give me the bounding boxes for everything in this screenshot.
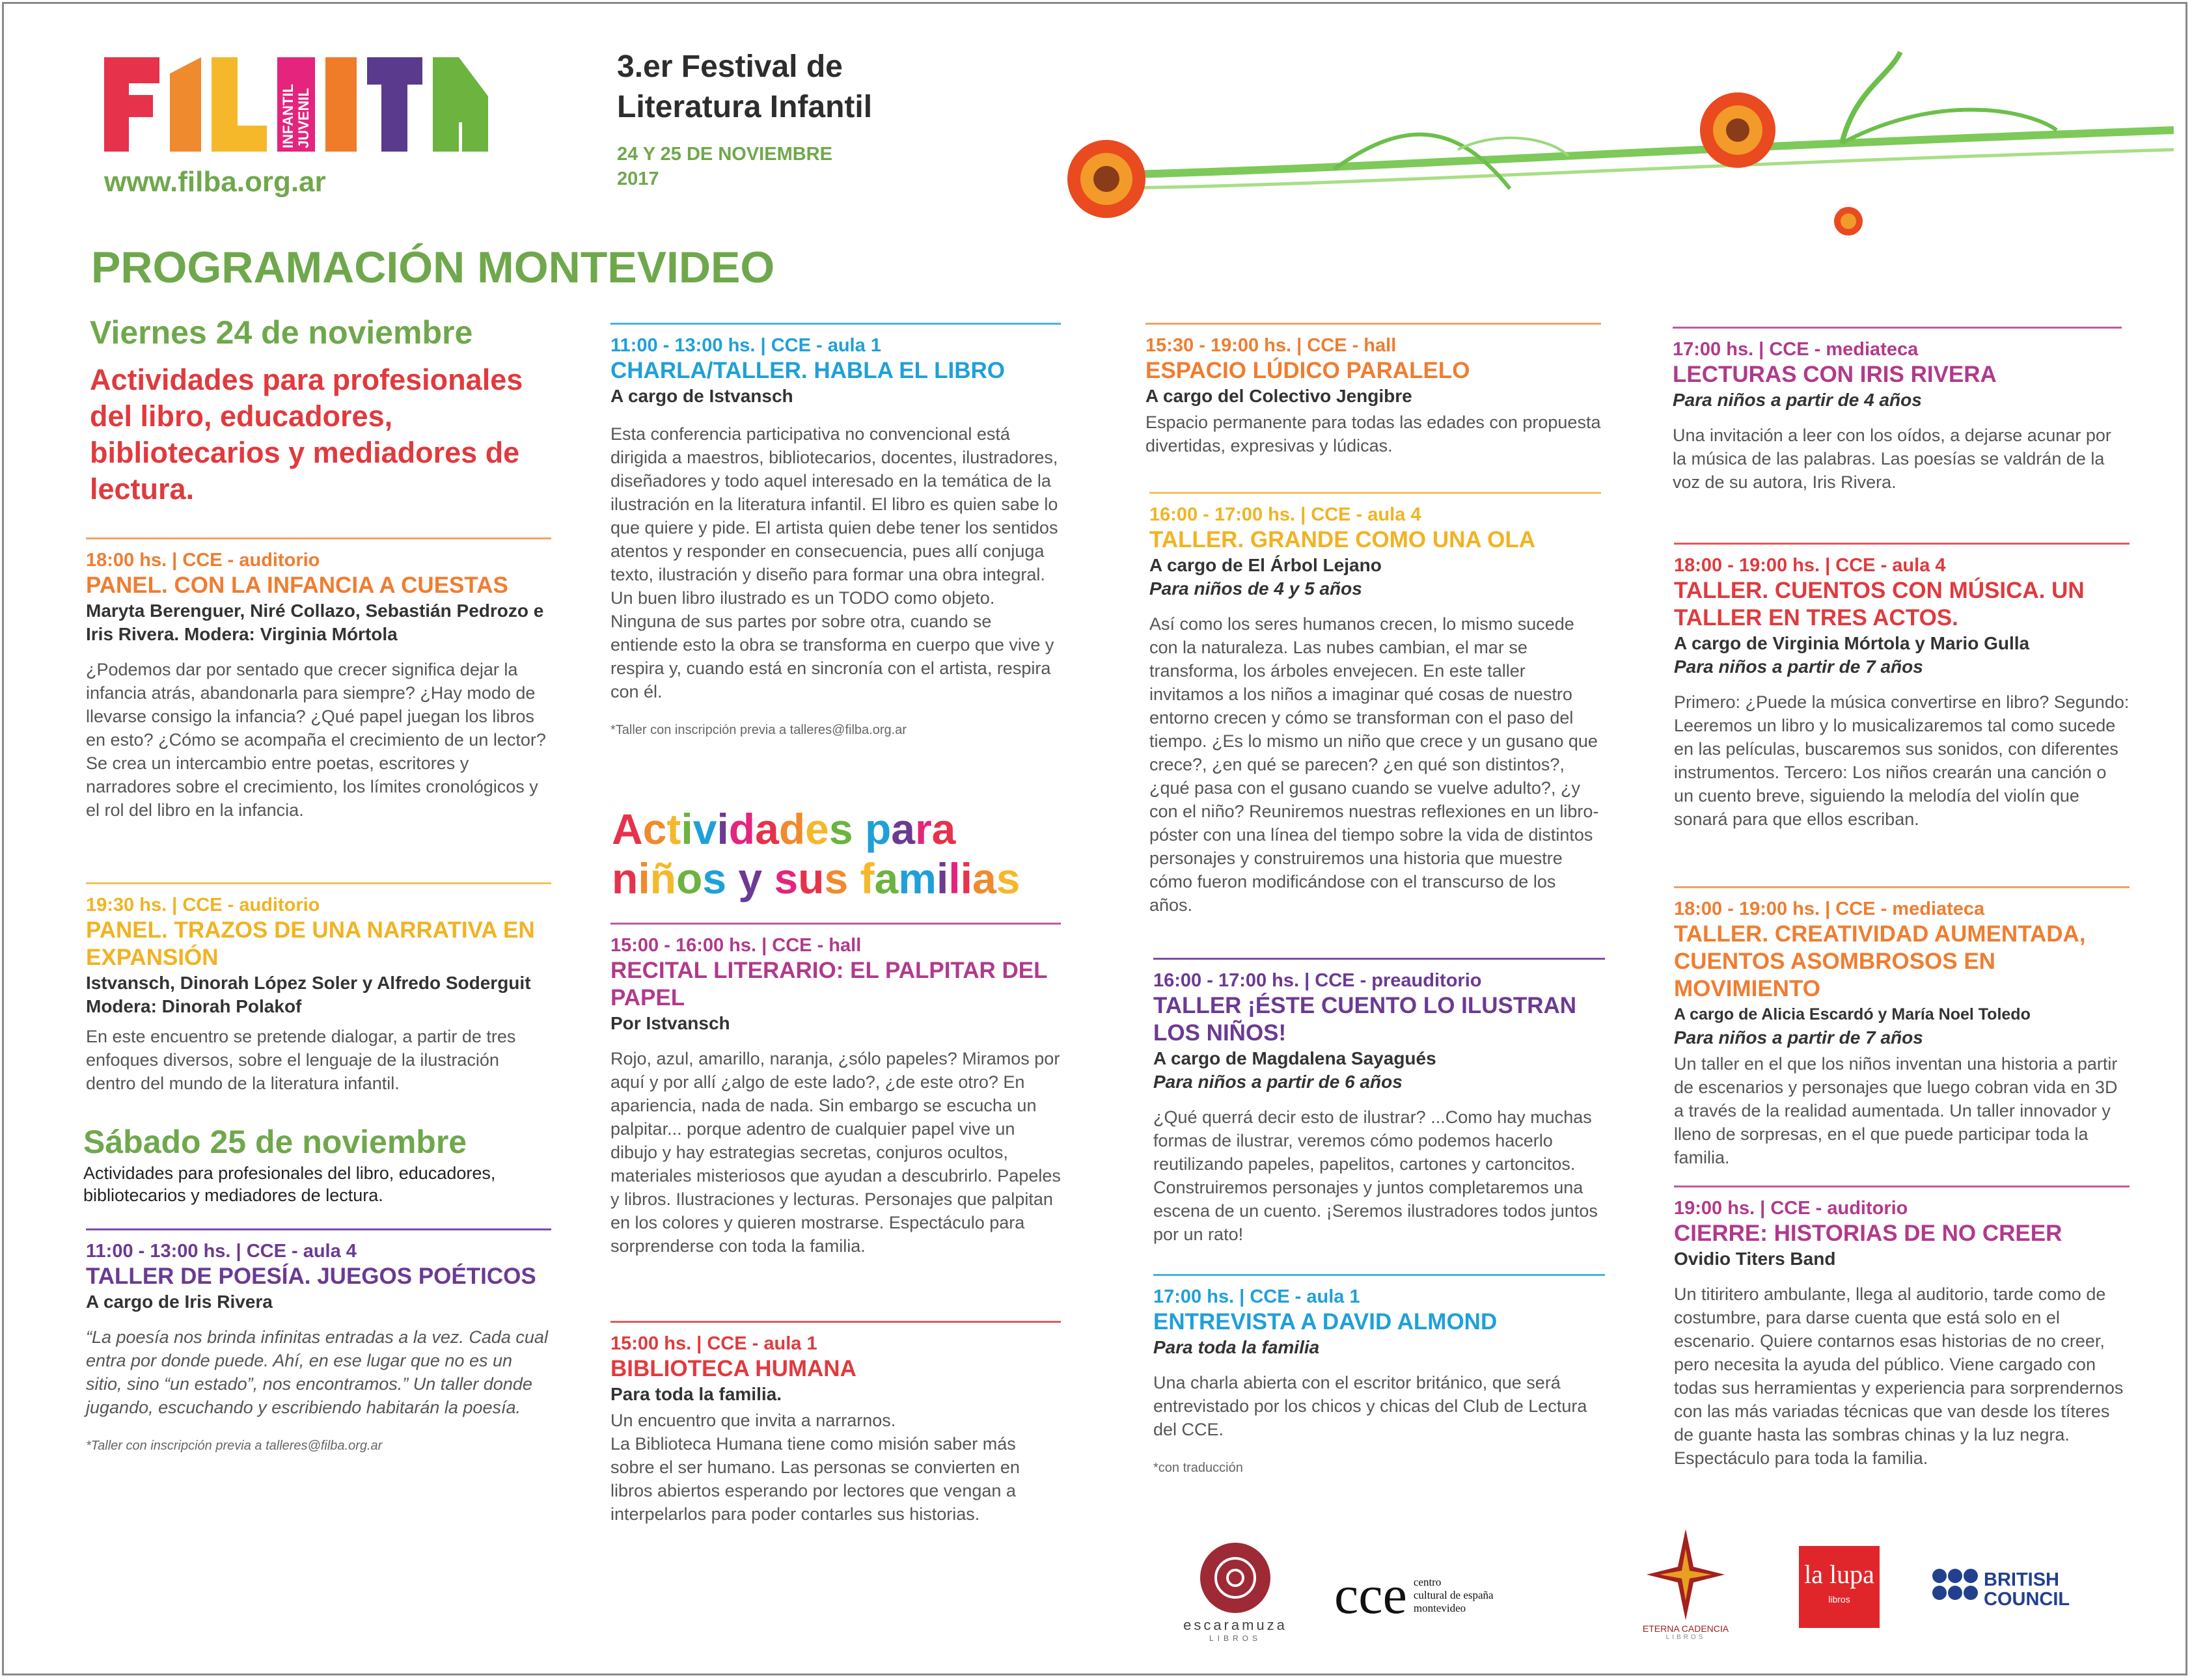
kids-heading-line2: niños y sus familias bbox=[612, 854, 1021, 902]
event-13-subi: Para niños a partir de 7 años bbox=[1674, 1027, 1923, 1048]
event-6 bbox=[610, 1321, 1061, 1526]
british-council-dots-icon bbox=[1932, 1568, 1979, 1611]
event-7-body: Espacio permanente para todas las edades con propuesta divertidas, expresivas y lúdicas. bbox=[1145, 413, 1601, 455]
event-2-sub1: Istvansch, Dinorah López Soler y Alfredo Soderguit bbox=[86, 973, 531, 993]
event-5-body: Rojo, azul, amarillo, naranja, ¿sólo papeles? Miramos por aquí y por allí ¿algo de este lado?, ¿de este otro? En apariencia, nada de nada. Sin embargo se escucha un palpitar... porque adentro de cualquier papel vive un dibujo y hay estrategias secretas, conjuros ocultos, materiales misteriosos que ayudan a descubrirlo. Papeles y libros. Ilustraciones y lecturas. Personajes que palpitan en los colores y quieren mostrarse. Espectáculo para sorprenderse con toda la familia. bbox=[610, 1049, 1061, 1256]
event-4 bbox=[610, 323, 1061, 738]
event-2-body: En este encuentro se pretende dialogar, a partir de tres enfoques diversos, sobre el lenguaje de la ilustración dentro del mundo de la literatura infantil. bbox=[86, 1027, 516, 1093]
cce-logo: cce bbox=[1334, 1565, 1407, 1625]
logo-letter-f bbox=[104, 57, 159, 152]
friday-heading: Viernes 24 de noviembre bbox=[90, 314, 473, 351]
event-9-subi: Para niños a partir de 6 años bbox=[1153, 1072, 1403, 1092]
logo-juvenil: JUVENIL bbox=[295, 88, 312, 148]
event-11-body: Una invitación a leer con los oídos, a dejarse acunar por la música de las palabras. Las poesías se valdrán de la voz de su autora, Iris Rivera. bbox=[1673, 426, 2111, 492]
title-line1: Festival de bbox=[681, 49, 843, 84]
event-10-note: *con traducción bbox=[1153, 1461, 1243, 1475]
event-1-sub: Maryta Berenguer, Niré Collazo, Sebastián Pedrozo e Iris Rivera. Modera: Virginia Mórtola bbox=[86, 601, 544, 644]
event-6-title: BIBLIOTECA HUMANA bbox=[610, 1356, 856, 1381]
event-3 bbox=[86, 1228, 551, 1454]
event-3-title: TALLER DE POESÍA. JUEGOS POÉTICOS bbox=[86, 1264, 536, 1289]
date-line1: 24 Y 25 DE NOVIEMBRE bbox=[617, 144, 832, 165]
event-4-body: Esta conferencia participativa no convencional está dirigida a maestros, bibliotecarios, docentes, ilustradores, diseñadores y todo aquel interesado en la temática de la ilustración en la literatura infantil. El libro es quien sabe lo que quiere y pide. El artista quien debe tener los sentidos atentos y responder en consecuencia, pues allí conjuga texto, ilustración y diseño para formar una obra integral. Un buen libro ilustrado es un TODO como objeto. Ninguna de sus partes por sobre otra, cuando se entiende esto la obra se transforma en cuerpo que vive y respira y, cuando está en sincronía con el artista, respira con él. bbox=[610, 424, 1058, 701]
logo-letter-i2 bbox=[325, 57, 357, 152]
cce-line2: cultural de españa bbox=[1413, 1589, 1494, 1601]
event-6-time: 15:00 hs. | CCE - aula 1 bbox=[610, 1333, 817, 1354]
sponsor-escaramuza bbox=[1177, 1542, 1294, 1643]
event-11 bbox=[1673, 327, 2122, 494]
event-4-sub: A cargo de Istvansch bbox=[610, 386, 793, 406]
event-5-sub: Por Istvansch bbox=[610, 1013, 730, 1033]
event-7-time: 15:30 - 19:00 hs. | CCE - hall bbox=[1145, 335, 1397, 356]
event-1-time: 18:00 hs. | CCE - auditorio bbox=[86, 550, 320, 571]
date-line2: 2017 bbox=[617, 169, 659, 189]
event-8-sub: A cargo de El Árbol Lejano bbox=[1149, 555, 1382, 575]
logo-letter-i bbox=[170, 57, 201, 152]
british-text: BRITISH bbox=[1984, 1569, 2059, 1590]
event-10-body: Una charla abierta con el escritor británico, que será entrevistado por los chicos y chicas del Club de Lectura del CCE. bbox=[1153, 1373, 1587, 1439]
flower-right bbox=[1700, 92, 1775, 168]
event-10-subi: Para toda la familia bbox=[1153, 1337, 1320, 1357]
logo-letter-l bbox=[212, 57, 267, 152]
event-11-time: 17:00 hs. | CCE - mediateca bbox=[1673, 339, 1919, 360]
event-12 bbox=[1674, 543, 2130, 831]
event-14-time: 19:00 hs. | CCE - auditorio bbox=[1674, 1198, 1908, 1219]
event-5-time: 15:00 - 16:00 hs. | CCE - hall bbox=[610, 935, 862, 956]
website-url[interactable]: www.filba.org.ar bbox=[104, 166, 326, 198]
event-3-time: 11:00 - 13:00 hs. | CCE - aula 4 bbox=[86, 1241, 357, 1262]
eterna-sub: LIBROS bbox=[1665, 1634, 1706, 1641]
logo-infantil: INFANTIL bbox=[280, 84, 296, 148]
title-line2: Literatura Infantil bbox=[617, 90, 873, 124]
escaramuza-name: escaramuza bbox=[1183, 1617, 1287, 1633]
flower-left bbox=[1067, 140, 1145, 218]
event-8-time: 16:00 - 17:00 hs. | CCE - aula 4 bbox=[1149, 504, 1421, 525]
sponsor-eterna-cadencia bbox=[1634, 1529, 1738, 1641]
event-9-title: TALLER ¡ÉSTE CUENTO LO ILUSTRAN LOS NIÑOS! bbox=[1153, 993, 1577, 1046]
event-1 bbox=[86, 537, 551, 822]
event-12-body: Primero: ¿Puede la música convertirse en libro? Segundo: Leeremos un libro y lo musicalizaremos tal como sucede en las películas, buscaremos sus sonidos, con diferentes instrumentos. Tercero: Los niños crearán una canción o un cuento breve, siguiendo la melodía del violín que sonará para que ellos escriban. bbox=[1674, 692, 2130, 829]
event-2-sub2: Modera: Dinorah Polakof bbox=[86, 996, 302, 1016]
eterna-name: ETERNA CADENCIA bbox=[1642, 1623, 1729, 1634]
event-8-title: TALLER. GRANDE COMO UNA OLA bbox=[1149, 527, 1536, 552]
lupa-name: la lupa bbox=[1804, 1560, 1874, 1589]
event-2-title: PANEL. TRAZOS DE UNA NARRATIVA EN EXPANSIÓN bbox=[86, 917, 535, 970]
filbita-logo bbox=[104, 57, 499, 152]
event-9-time: 16:00 - 17:00 hs. | CCE - preauditorio bbox=[1153, 970, 1482, 991]
event-3-sub: A cargo de Iris Rivera bbox=[86, 1292, 273, 1312]
logo-vertical-badge bbox=[277, 57, 315, 152]
event-4-time: 11:00 - 13:00 hs. | CCE - aula 1 bbox=[610, 335, 881, 356]
event-1-body: ¿Podemos dar por sentado que crecer significa dejar la infancia atrás, abandonarla para siempre? ¿Hay modo de llevarse consigo la infancia? ¿Qué papel juegan los libros en esto? ¿Cómo se acompaña el crecimiento de un lector? Se crea un intercambio entre poetas, escritores y narradores sobre el crecimiento, los límites cronológicos y el rol del libro en la infancia. bbox=[86, 660, 546, 820]
council-text: COUNCIL bbox=[1984, 1589, 2070, 1610]
event-13-body: Un taller en el que los niños inventan una historia a partir de escenarios y personajes que luego cobran vida en 3D a través de la realidad aumentada. Un taller innovador y lleno de sorpresas, en el que puede participar toda la familia. bbox=[1674, 1054, 2118, 1167]
kids-heading-line1: Actividades para bbox=[612, 805, 956, 853]
logo-letter-t bbox=[367, 57, 422, 152]
event-1-title: PANEL. CON LA INFANCIA A CUESTAS bbox=[86, 573, 508, 598]
kids-heading bbox=[612, 804, 1020, 903]
event-13-sub: A cargo de Alicia Escardó y María Noel Toledo bbox=[1674, 1005, 2031, 1023]
event-4-title: CHARLA/TALLER. HABLA EL LIBRO bbox=[610, 358, 1005, 383]
event-9-body: ¿Qué querrá decir esto de ilustrar? ...Como hay muchas formas de ilustrar, veremos cómo podemos hacerlo reutilizando papeles, papelitos, cartones y cartoncitos. Construiremos personajes y juntos completaremos una escena de un cuento. ¡Seremos ilustradores todos juntos por un rato! bbox=[1153, 1107, 1598, 1244]
saturday-intro: Actividades para profesionales del libro, educadores, bibliotecarios y mediadores de lectura. bbox=[83, 1163, 496, 1205]
flowers-illustration bbox=[1041, 39, 2174, 247]
event-10-title: ENTREVISTA A DAVID ALMOND bbox=[1153, 1309, 1498, 1335]
event-5-title: RECITAL LITERARIO: EL PALPITAR DEL PAPEL bbox=[610, 958, 1047, 1010]
event-6-sub: Para toda la familia. bbox=[610, 1384, 782, 1404]
sponsor-british-council bbox=[1932, 1568, 2070, 1611]
cce-line1: centro bbox=[1413, 1576, 1442, 1588]
event-11-subi: Para niños a partir de 4 años bbox=[1673, 390, 1922, 410]
star-compass-icon bbox=[1647, 1529, 1725, 1620]
flower-small bbox=[1834, 207, 1863, 236]
event-8-subi: Para niños de 4 y 5 años bbox=[1149, 578, 1362, 599]
event-7-title: ESPACIO LÚDICO PARALELO bbox=[1145, 358, 1470, 383]
sponsor-la-lupa bbox=[1799, 1546, 1880, 1628]
event-6-body1: Un encuentro que invita a narrarnos. bbox=[610, 1411, 896, 1430]
program-title: PROGRAMACIÓN MONTEVIDEO bbox=[91, 243, 775, 292]
event-3-note: *Taller con inscripción previa a talleres@filba.org.ar bbox=[86, 1439, 383, 1453]
event-14-body: Un titiritero ambulante, llega al auditorio, tarde como de costumbre, para darse cuenta que está solo en el escenario. Quiere contarnos esas historias de no creer, pero necesita la ayuda del público. Viene cargado con todas sus herramientas y experiencia para sorprendernos con las más variadas técnicas que van desde los títeres de guante hasta las sombras chinas y la luz negra. Espectáculo para toda la familia. bbox=[1674, 1284, 2124, 1468]
event-13-title: TALLER. CREATIVIDAD AUMENTADA, CUENTOS ASOMBROSOS EN MOVIMIENTO bbox=[1674, 921, 2086, 1001]
event-10-time: 17:00 hs. | CCE - aula 1 bbox=[1153, 1286, 1360, 1307]
saturday-heading: Sábado 25 de noviembre bbox=[83, 1124, 467, 1160]
event-14 bbox=[1674, 1185, 2130, 1470]
event-8-body: Así como los seres humanos crecen, lo mismo sucede con la naturaleza. Las nubes cambian, el mar se transforma, los árboles envejecen. En este taller invitamos a los niños a imaginar qué cosas de nuestro entorno crecen y cómo se transforman con el paso del tiempo. ¿Es lo mismo un niño que crece y un gusano que crece?, ¿en qué se parecen? ¿en qué son distintos?, ¿qué pasa con el gusano cuando se vuelve adulto?, ¿y con el niño? Reuniremos nuestras reflexiones en un libro-póster con una línea del tiempo sobre la vida de distintos personajes y construiremos una historia que muestre cómo fueron modificándose con el transcurso de los años. bbox=[1149, 614, 1599, 915]
lupa-sub: libros bbox=[1828, 1594, 1850, 1605]
event-2-time: 19:30 hs. | CCE - auditorio bbox=[86, 895, 320, 915]
event-11-title: LECTURAS CON IRIS RIVERA bbox=[1673, 362, 1997, 387]
escaramuza-icon bbox=[1199, 1542, 1271, 1614]
event-5 bbox=[610, 923, 1061, 1258]
event-13-time: 18:00 - 19:00 hs. | CCE - mediateca bbox=[1674, 899, 1985, 919]
event-12-title: TALLER. CUENTOS CON MÚSICA. UN TALLER EN TRES ACTOS. bbox=[1674, 578, 2085, 630]
event-3-body: “La poesía nos brinda infinitas entradas a la vez. Cada cual entra por donde puede. Ahí, en ese lugar que no es un sitio, sino “un estado”, nos encontramos.” Un taller donde jugando, escuchando y escribiendo habitarán la poesía. bbox=[86, 1327, 548, 1417]
event-7 bbox=[1145, 323, 1601, 457]
event-12-time: 18:00 - 19:00 hs. | CCE - aula 4 bbox=[1674, 555, 1946, 576]
event-10 bbox=[1153, 1274, 1605, 1476]
sponsor-cce bbox=[1334, 1565, 1494, 1625]
festival-title bbox=[617, 47, 872, 128]
cce-line3: montevideo bbox=[1413, 1602, 1466, 1614]
escaramuza-sub: LIBROS bbox=[1209, 1634, 1261, 1643]
event-9 bbox=[1153, 958, 1605, 1246]
event-14-sub: Ovidio Titers Band bbox=[1674, 1249, 1836, 1269]
event-8 bbox=[1149, 492, 1601, 917]
event-13 bbox=[1674, 886, 2130, 1169]
event-7-sub: A cargo del Colectivo Jengibre bbox=[1145, 386, 1412, 406]
logo-letter-a bbox=[433, 57, 488, 152]
event-2 bbox=[86, 882, 551, 1095]
friday-intro: Actividades para profesionales del libro, educadores, bibliotecarios y mediadores de lectura. bbox=[90, 363, 523, 506]
event-6-body2: La Biblioteca Humana tiene como misión saber más sobre el ser humano. Las personas se convierten en libros abiertos esperando por lectores que vengan a interpelarlos para poder contarles sus historias. bbox=[610, 1434, 1020, 1524]
event-14-title: CIERRE: HISTORIAS DE NO CREER bbox=[1674, 1221, 2062, 1246]
event-4-note: *Taller con inscripción previa a talleres@filba.org.ar bbox=[610, 723, 907, 737]
event-9-sub: A cargo de Magdalena Sayagués bbox=[1153, 1048, 1436, 1068]
edition: 3.er bbox=[617, 49, 673, 84]
event-12-subi: Para niños a partir de 7 años bbox=[1674, 657, 1923, 677]
event-12-sub: A cargo de Virginia Mórtola y Mario Gulla bbox=[1674, 633, 2030, 653]
festival-dates bbox=[617, 142, 832, 191]
